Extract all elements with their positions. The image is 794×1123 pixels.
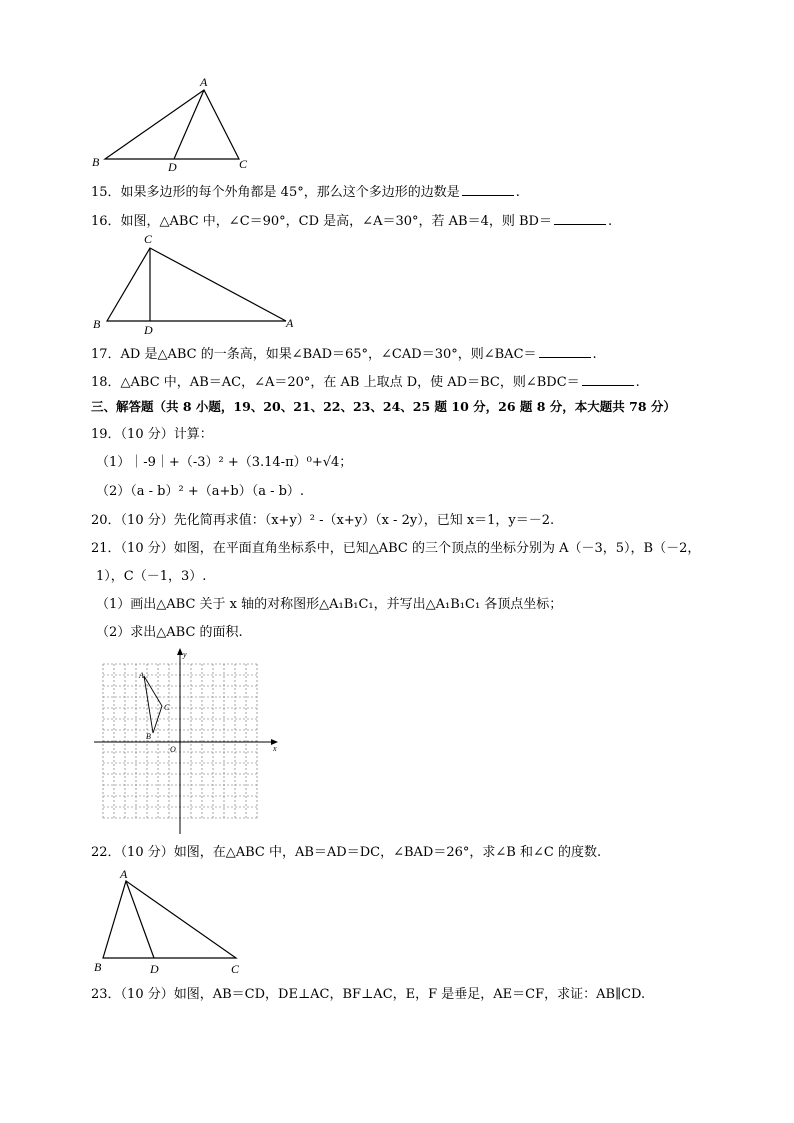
question-21-cont: 1），C（－1，3）.	[96, 569, 207, 584]
label-d: D	[168, 160, 177, 172]
label-d3: D	[150, 962, 159, 976]
label-b3: B	[94, 960, 102, 974]
question-21: 21．（10 分）如图，在平面直角坐标系中，已知△ABC 的三个顶点的坐标分别为 A（－3，5），B（－2，	[91, 541, 701, 556]
q15-answer-blank[interactable]	[462, 183, 514, 196]
segment-ad-q22	[126, 881, 154, 958]
question-18	[91, 373, 640, 391]
question-23: 23．（10 分）如图，AB＝CD，DE⊥AC，BF⊥AC，E，F 是垂足，AE＝CF，求证：AB∥CD.	[91, 987, 646, 1002]
q16-period: .	[607, 214, 613, 229]
question-19: 19．（10 分）计算：	[91, 427, 213, 442]
grid-label-c: C	[164, 703, 170, 712]
figure-triangle-abd-top	[88, 72, 258, 172]
label-d2: D	[144, 323, 153, 337]
label-a: A	[200, 75, 208, 89]
label-b2: B	[93, 317, 101, 331]
q15-period: .	[515, 185, 520, 200]
label-c2: C	[144, 232, 153, 246]
question-21-part1: （1）画出△ABC 关于 x 轴的对称图形△A₁B₁C₁，并写出△A₁B₁C₁ 各顶点坐标；	[96, 597, 563, 612]
question-16	[91, 212, 612, 230]
q17-text: 17．AD 是△ABC 的一条高，如果∠BAD＝65°，∠CAD＝30°，则∠BAC＝	[91, 347, 537, 362]
label-c: C	[239, 157, 248, 171]
q18-text: 18．△ABC 中，AB＝AC，∠A＝20°，在 AB 上取点 D，使 AD＝BC，则∠BDC＝	[91, 375, 580, 390]
q17-period: .	[592, 347, 597, 362]
grid-label-o: O	[170, 745, 176, 754]
label-c3: C	[231, 962, 240, 976]
triangle-abc-right	[107, 248, 286, 321]
q15-text: 15．如果多边形的每个外角都是 45°，那么这个多边形的边数是	[91, 185, 460, 200]
figure-triangle-abd-bottom	[88, 866, 253, 978]
q16-answer-blank[interactable]	[554, 212, 606, 225]
label-a2: A	[286, 316, 294, 330]
question-19-part2: （2）（a - b）² +（a+b）（a - b）.	[96, 484, 305, 499]
triangle-abc	[105, 90, 239, 159]
q18-answer-blank[interactable]	[582, 373, 634, 386]
question-17	[91, 345, 597, 363]
q16-text: 16．如图，△ABC 中，∠C＝90°，CD 是高，∠A＝30°，若 AB＝4，则 BD＝	[91, 214, 552, 229]
grid-label-a: A	[139, 671, 144, 680]
grid-label-x: x	[273, 744, 277, 753]
question-15	[91, 183, 520, 201]
figure-coordinate-grid	[92, 648, 282, 838]
triangle-abc-q22	[103, 881, 236, 958]
section-three-heading: 三、解答题（共 8 小题，19、20、21、22、23、24、25 题 10 分，26 题 8 分，本大题共 78 分）	[91, 399, 676, 414]
question-21-part2: （2）求出△ABC 的面积.	[96, 625, 243, 640]
question-19-part1: （1）｜-9｜+（-3）² +（3.14-π）⁰+√4；	[96, 455, 353, 470]
q17-answer-blank[interactable]	[539, 345, 591, 358]
q18-period: .	[635, 375, 640, 390]
label-a3: A	[120, 867, 128, 881]
question-20: 20．（10 分）先化简再求值：（x+y）² -（x+y）（x - 2y），已知 x＝1，y＝－2.	[91, 513, 555, 528]
grid-label-b: B	[146, 732, 151, 741]
label-b: B	[92, 155, 100, 169]
question-22: 22．（10 分）如图，在△ABC 中，AB＝AD＝DC，∠BAD＝26°，求∠B 和∠C 的度数.	[91, 845, 602, 860]
figure-right-triangle-altitude	[88, 230, 303, 338]
triangle-abc-grid	[144, 676, 162, 733]
grid-label-y: y	[183, 650, 187, 659]
